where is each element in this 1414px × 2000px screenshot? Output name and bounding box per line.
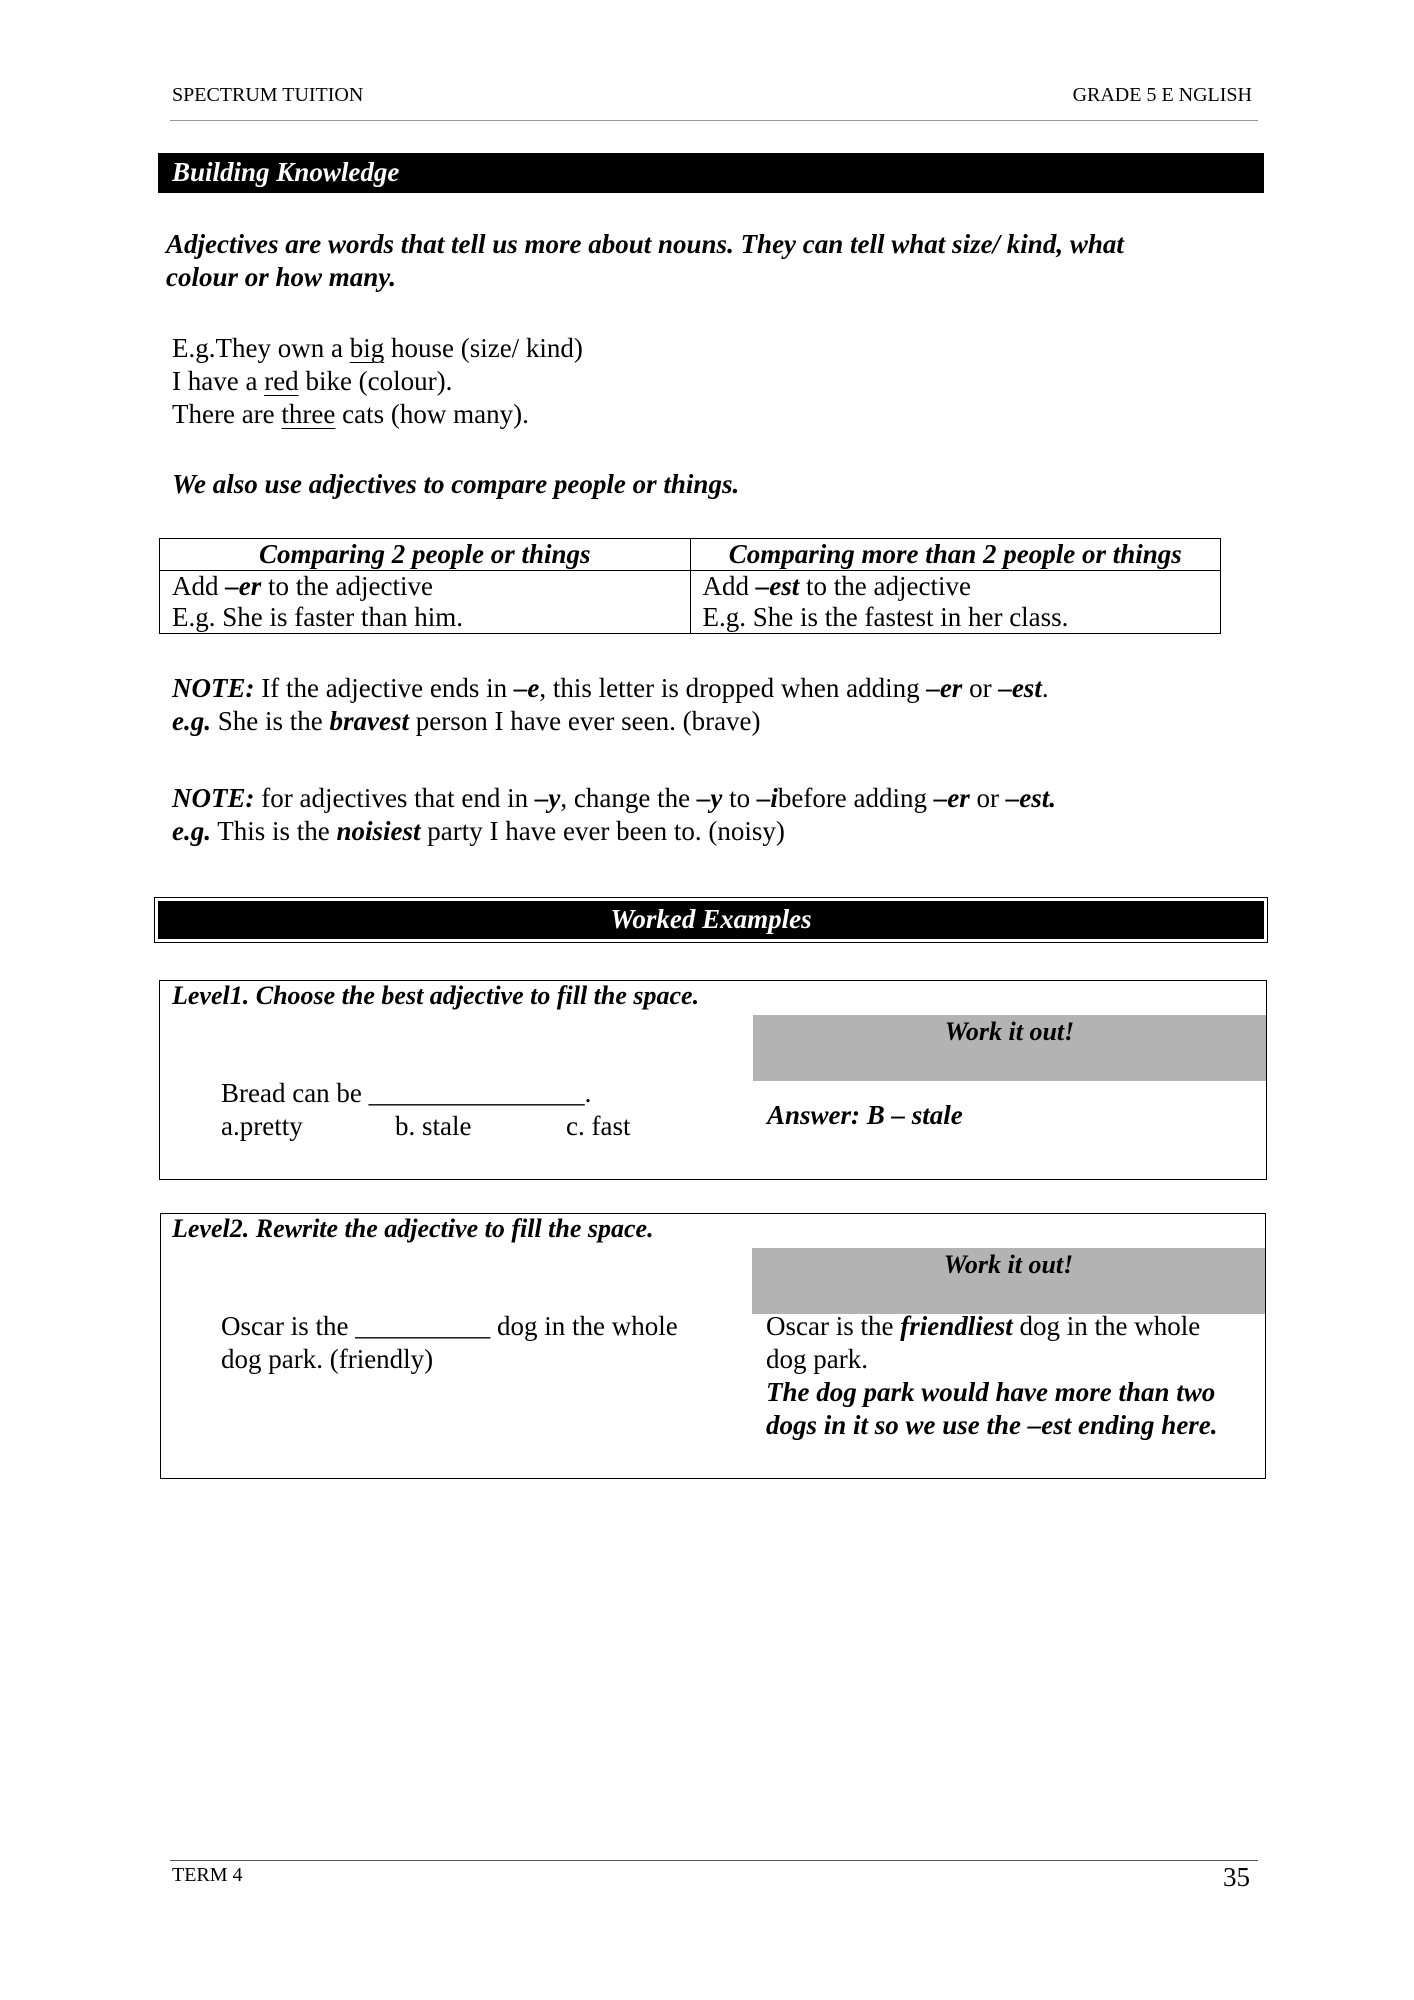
header-right: GRADE 5 E NGLISH <box>1072 84 1252 106</box>
header-divider <box>170 120 1258 121</box>
example-adjective: three <box>281 399 336 429</box>
work-it-out-label: Work it out! <box>943 1250 1074 1279</box>
note-drop-e: NOTE: If the adjective ends in –e, this letter is dropped when adding –er or –est. e.g. She is the bravest person I have ever seen. (brave) <box>172 673 1049 736</box>
level1-option-c: c. fast <box>566 1111 631 1141</box>
section-title: Worked Examples <box>158 901 1264 939</box>
example-item: There are three cats (how many). <box>172 399 529 429</box>
examples-list <box>172 332 583 431</box>
level2-explanation-2: dogs in it so we use the –est ending here. <box>766 1410 1218 1440</box>
level1-answer: Answer: B – stale <box>767 1100 963 1130</box>
footer-divider <box>170 1860 1258 1861</box>
intro-line-2: colour or how many. <box>166 262 397 292</box>
level1-question: Bread can be ________________. <box>221 1078 592 1108</box>
example-adjective: red <box>264 366 299 396</box>
example-adjective: big <box>349 333 385 363</box>
table-header-comparative: Comparing 2 people or things <box>160 539 691 571</box>
level1-box <box>159 980 1267 1180</box>
level2-explanation-1: The dog park would have more than two <box>766 1377 1216 1407</box>
section-title: Building Knowledge <box>172 157 400 187</box>
example-item: E.g.They own a big house (size/ kind) <box>172 333 583 363</box>
level2-answer: Oscar is the friendliest dog in the whole dog park. The dog park would have more than two dogs in it so we use the –est ending here. <box>766 1310 1266 1442</box>
table-cell-comparative: Add –er to the adjective E.g. She is faster than him. <box>160 571 691 634</box>
level1-option-a: a.pretty <box>221 1111 303 1141</box>
page-number: 35 <box>1223 1862 1250 1892</box>
level1-work-panel <box>753 1015 1266 1081</box>
level2-work-panel <box>752 1248 1265 1314</box>
comparison-table <box>159 538 1221 634</box>
note-change-y: NOTE: for adjectives that end in –y, change the –y to –ibefore adding –er or –est. e.g. This is the noisiest party I have ever been to. (noisy) <box>172 783 1057 846</box>
table-header-superlative: Comparing more than 2 people or things <box>690 539 1221 571</box>
level2-question: Oscar is the __________ dog in the whole dog park. (friendly) <box>221 1311 678 1374</box>
answer-adjective: friendliest <box>900 1311 1013 1341</box>
level2-box <box>160 1213 1266 1479</box>
intro-text <box>166 228 1246 294</box>
level2-title: Level2. Rewrite the adjective to fill the space. <box>172 1214 654 1243</box>
intro-line-1: Adjectives are words that tell us more about nouns. They can tell what size/ kind, what <box>166 229 1124 259</box>
compare-intro: We also use adjectives to compare people or things. <box>172 469 740 499</box>
example-item: I have a red bike (colour). <box>172 366 453 396</box>
section-worked-examples <box>154 897 1268 943</box>
work-it-out-label: Work it out! <box>944 1017 1075 1046</box>
section-building-knowledge <box>158 153 1264 193</box>
footer-term: TERM 4 <box>172 1864 243 1886</box>
table-cell-superlative: Add –est to the adjective E.g. She is the fastest in her class. <box>690 571 1221 634</box>
level1-title: Level1. Choose the best adjective to fill the space. <box>172 981 700 1010</box>
header-left: SPECTRUM TUITION <box>172 84 364 106</box>
level1-option-b: b. stale <box>395 1111 472 1141</box>
